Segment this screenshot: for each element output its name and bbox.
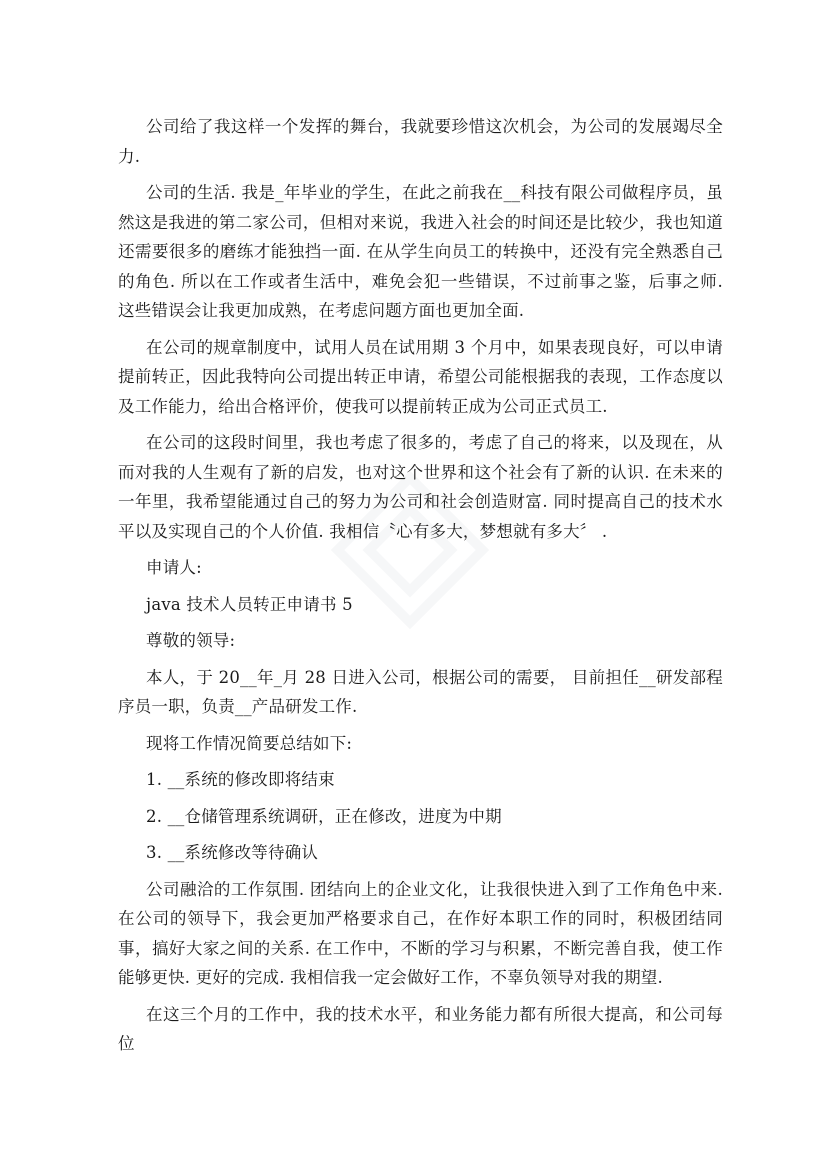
paragraph: 在这三个月的工作中，我的技术水平，和业务能力都有所很大提高，和公司每位 bbox=[118, 1004, 723, 1053]
paragraph: 3. __系统修改等待确认 bbox=[146, 843, 319, 862]
paragraph: 在公司的这段时间里，我也考虑了很多的，考虑了自己的将来，以及现在，从而对我的人生观有了新的启发，也对这个世界和这个社会有了新的认识. 在未来的一年里，我希望能通过自己的努力为公司和社会创造财富. 同时提高自己的技术水平以及实现自己的个人价值. 我相信〝心有多大，梦想就有多大〞 . bbox=[118, 433, 723, 541]
paragraph: java 技术人员转正申请书 5 bbox=[146, 594, 353, 614]
paragraph: 公司融洽的工作氛围. 团结向上的企业文化，让我很快进入到了工作角色中来. 在公司的领导下，我会更加严格要求自己，在作好本职工作的同时，积极团结同事，搞好大家之间的关系. 在工作中，不断的学习与积累，不断完善自我，使工作能够更快. 更好的完成. 我相信我一定会做好工作，不辜负领导对我的期望. bbox=[118, 879, 729, 987]
paragraph: 现将工作情况简要总结如下: bbox=[146, 733, 353, 753]
paragraph: 1. __系统的修改即将结束 bbox=[146, 770, 335, 789]
paragraph: 2. __仓储管理系统调研，正在修改，进度为中期 bbox=[146, 806, 502, 826]
document-body bbox=[118, 112, 729, 1066]
paragraph: 在公司的规章制度中，试用人员在试用期 3 个月中，如果表现良好，可以申请提前转正，因此我特向公司提出转正申请，希望公司能根据我的表现，工作态度以及工作能力，给出合格评价，使我可以提前转正成为公司正式员工. bbox=[118, 337, 723, 416]
paragraph: 本人，于 20__年_月 28 日进入公司，根据公司的需要， 目前担任__研发部程序员一职，负责__产品研发工作. bbox=[118, 667, 723, 716]
paragraph: 申请人: bbox=[146, 558, 202, 577]
paragraph: 尊敬的领导: bbox=[146, 631, 236, 650]
paragraph: 公司的生活. 我是_年毕业的学生，在此之前我在__科技有限公司做程序员，虽然这是我进的第二家公司，但相对来说，我进入社会的时间还是比较少，我也知道还需要很多的磨练才能独挡一面. 在从学生向员工的转换中，还没有完全熟悉自己的角色. 所以在工作或者生活中，难免会犯一些错误，不过前事之鉴，后事之师. 这些错误会让我更加成熟，在考虑问题方面也更加全面. bbox=[118, 183, 729, 320]
paragraph: 公司给了我这样一个发挥的舞台，我就要珍惜这次机会，为公司的发展竭尽全力. bbox=[118, 117, 723, 166]
